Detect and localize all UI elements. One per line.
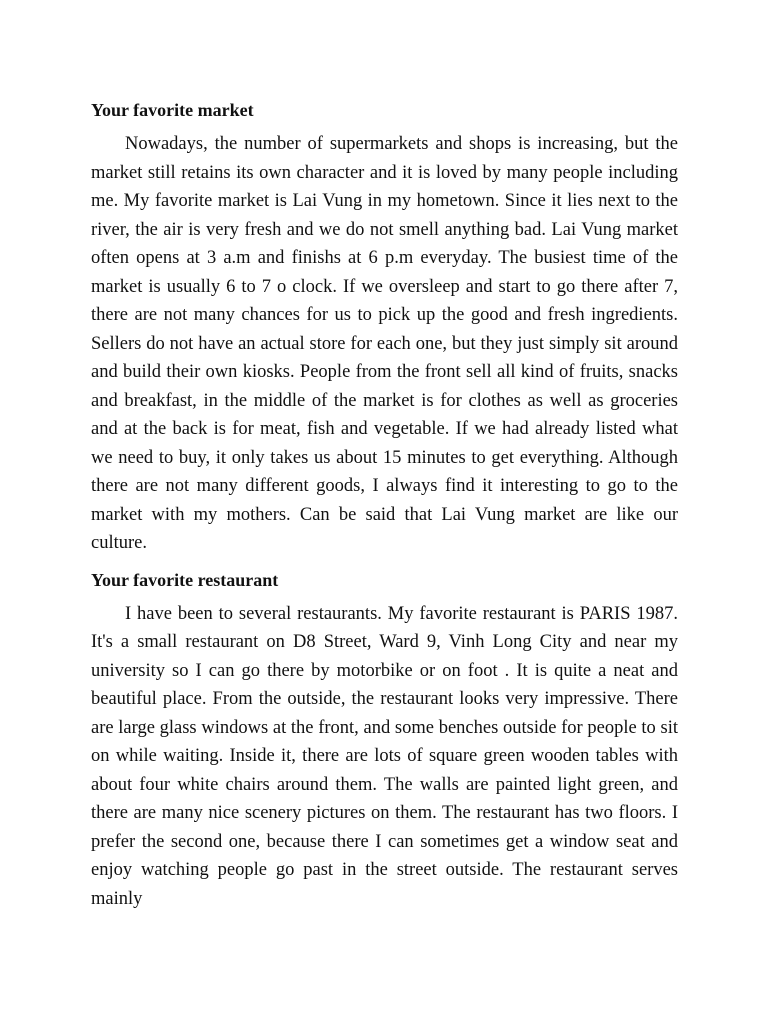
section-heading: Your favorite restaurant <box>91 569 279 590</box>
section-paragraph: Nowadays, the number of supermarkets and shops is increasing, but the market still retains its own character and it is loved by many people including me. My favorite market is Lai Vung in my hometown. Since it lies next to the river, the air is very fresh and we do not smell anything bad. Lai Vung market often opens at 3 a.m and finishs at 6 p.m everyday. The busiest time of the market is usually 6 to 7 o clock. If we oversleep and start to go there after 7, there are not many chances for us to pick up the good and fresh ingredients. Sellers do not have an actual store for each one, but they just simply sit around and build their own kiosks. People from the front sell all kind of fruits, snacks and breakfast, in the middle of the market is for clothes as well as groceries and at the back is for meat, fish and vegetable. If we had already listed what we need to buy, it only takes us about 15 minutes to get everything. Although there are not many different goods, I always find it interesting to go to the market with my mothers. Can be said that Lai Vung market are like our culture. <box>91 134 678 553</box>
section-restaurant <box>91 566 678 914</box>
document-page <box>91 96 678 921</box>
section-heading: Your favorite market <box>91 100 254 120</box>
section-market <box>91 96 678 558</box>
section-paragraph: I have been to several restaurants. My favorite restaurant is PARIS 1987. It's a small restaurant on D8 Street, Ward 9, Vinh Long City and near my university so I can go there by motorbike or on foot . It is quite a neat and beautiful place. From the outside, the restaurant looks very impressive. There are large glass windows at the front, and some benches outside for people to sit on while waiting. Inside it, there are lots of square green wooden tables with about four white chairs around them. The walls are painted light green, and there are many nice scenery pictures on them. The restaurant has two floors. I prefer the second one, because there I can sometimes get a window seat and enjoy watching people go past in the street outside. The restaurant serves mainly <box>91 603 678 909</box>
